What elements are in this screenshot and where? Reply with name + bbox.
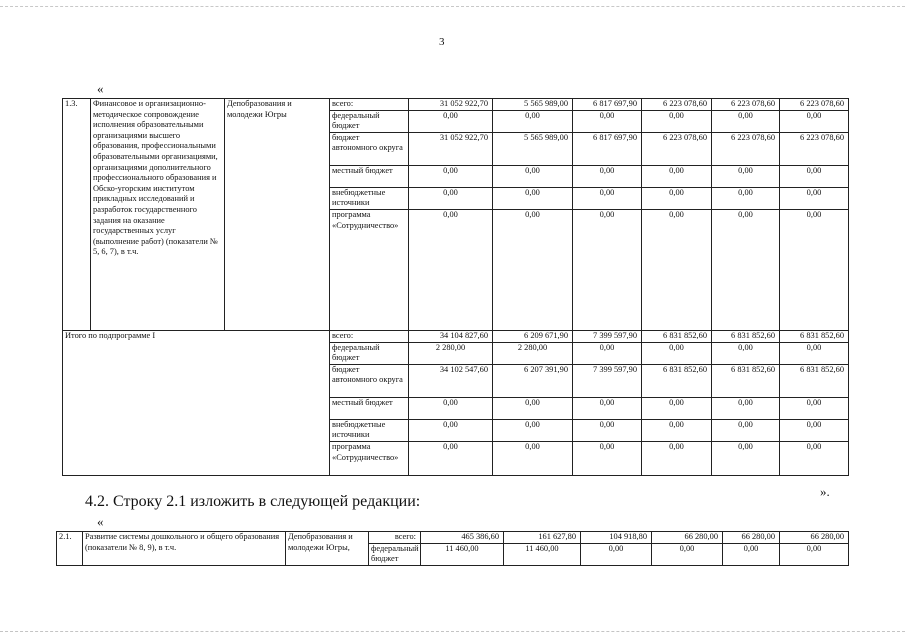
value-cell: 0,00 — [573, 209, 642, 330]
value-cell: 0,00 — [573, 441, 642, 475]
total-label: Итого по подпрограмме I — [63, 330, 330, 475]
value-cell: 0,00 — [573, 110, 642, 132]
value-cell: 0,00 — [712, 165, 780, 187]
value-cell: 6 817 697,90 — [573, 132, 642, 165]
value-cell: 0,00 — [780, 543, 849, 565]
value-cell: 0,00 — [642, 397, 712, 419]
value-cell: 0,00 — [712, 110, 780, 132]
executor: Депобразования и молодежи Югры — [225, 99, 330, 331]
value-cell: 0,00 — [493, 397, 573, 419]
value-cell: 0,00 — [409, 165, 493, 187]
value-cell: 0,00 — [642, 165, 712, 187]
value-cell: 0,00 — [723, 543, 780, 565]
value-cell: 34 102 547,60 — [409, 364, 493, 397]
value-cell: 5 565 989,00 — [493, 132, 573, 165]
value-cell: 0,00 — [712, 342, 780, 364]
value-cell: 0,00 — [493, 165, 573, 187]
value-cell: 0,00 — [712, 441, 780, 475]
funding-source: внебюджетные источники — [330, 187, 409, 209]
value-cell: 0,00 — [573, 165, 642, 187]
value-cell: 0,00 — [642, 187, 712, 209]
funding-source: программа «Сотрудничество» — [330, 209, 409, 330]
value-cell: 0,00 — [712, 187, 780, 209]
funding-source: федеральный бюджет — [330, 342, 409, 364]
value-cell: 0,00 — [712, 397, 780, 419]
value-cell: 7 399 597,90 — [573, 330, 642, 342]
value-cell: 0,00 — [652, 543, 723, 565]
value-cell: 34 104 827,60 — [409, 330, 493, 342]
row-number: 2.1. — [57, 532, 83, 566]
value-cell: 0,00 — [493, 110, 573, 132]
value-cell: 465 386,60 — [421, 532, 504, 544]
value-cell: 0,00 — [409, 397, 493, 419]
value-cell: 0,00 — [573, 419, 642, 441]
table-row — [63, 330, 849, 342]
value-cell: 6 209 671,90 — [493, 330, 573, 342]
value-cell: 6 223 078,60 — [780, 132, 849, 165]
funding-source: федеральный бюджет — [330, 110, 409, 132]
value-cell: 0,00 — [780, 441, 849, 475]
value-cell: 0,00 — [573, 397, 642, 419]
funding-source: местный бюджет — [330, 165, 409, 187]
value-cell: 6 817 697,90 — [573, 99, 642, 111]
value-cell: 0,00 — [780, 342, 849, 364]
value-cell: 6 831 852,60 — [780, 330, 849, 342]
funding-source: программа «Сотрудничество» — [330, 441, 409, 475]
value-cell: 6 207 391,90 — [493, 364, 573, 397]
value-cell: 0,00 — [780, 187, 849, 209]
row-number: 1.3. — [63, 99, 91, 331]
executor: Депобразования и молодежи Югры, — [286, 532, 369, 566]
funding-source: всего: — [369, 532, 421, 544]
value-cell: 0,00 — [409, 110, 493, 132]
funding-source: федеральный бюджет — [369, 543, 421, 565]
value-cell: 11 460,00 — [504, 543, 581, 565]
table-row — [57, 532, 849, 544]
value-cell: 161 627,80 — [504, 532, 581, 544]
scan-edge-top — [0, 6, 905, 8]
value-cell: 7 399 597,90 — [573, 364, 642, 397]
value-cell: 2 280,00 — [409, 342, 493, 364]
value-cell: 6 831 852,60 — [642, 330, 712, 342]
value-cell: 0,00 — [642, 342, 712, 364]
value-cell: 66 280,00 — [723, 532, 780, 544]
open-quote-bottom: « — [97, 514, 104, 529]
funding-source: всего: — [330, 99, 409, 111]
value-cell: 0,00 — [642, 419, 712, 441]
value-cell: 0,00 — [493, 441, 573, 475]
value-cell: 0,00 — [409, 187, 493, 209]
value-cell: 0,00 — [493, 209, 573, 330]
value-cell: 6 831 852,60 — [712, 364, 780, 397]
value-cell: 31 052 922,70 — [409, 99, 493, 111]
value-cell: 6 223 078,60 — [780, 99, 849, 111]
value-cell: 0,00 — [642, 209, 712, 330]
value-cell: 31 052 922,70 — [409, 132, 493, 165]
activity-name: Финансовое и организационно-методическое сопровождение исполнения образовательными организациями высшего образования, профессиональными образовательными организациями, организациями дополнительного профессионального образования и Обско-угорским институтом прикладных исследований и разработок государственного задания на оказание государственных услуг (выполнение работ) (показатели № 5, 6, 7), в т.ч. — [91, 99, 225, 331]
value-cell: 6 223 078,60 — [712, 99, 780, 111]
value-cell: 104 918,80 — [581, 532, 652, 544]
value-cell: 0,00 — [780, 397, 849, 419]
funding-source: внебюджетные источники — [330, 419, 409, 441]
table-row — [63, 99, 849, 111]
value-cell: 66 280,00 — [652, 532, 723, 544]
value-cell: 0,00 — [712, 419, 780, 441]
funding-source: бюджет автономного округа — [330, 364, 409, 397]
funding-source: всего: — [330, 330, 409, 342]
value-cell: 6 223 078,60 — [642, 99, 712, 111]
funding-source: бюджет автономного округа — [330, 132, 409, 165]
budget-table-row-2-1 — [56, 531, 849, 566]
close-quote: ». — [820, 484, 830, 499]
value-cell: 0,00 — [642, 441, 712, 475]
open-quote-top: « — [97, 81, 104, 96]
value-cell: 0,00 — [493, 187, 573, 209]
value-cell: 2 280,00 — [493, 342, 573, 364]
value-cell: 66 280,00 — [780, 532, 849, 544]
activity-name: Развитие системы дошкольного и общего образования (показатели № 8, 9), в т.ч. — [83, 532, 286, 566]
page-number: 3 — [439, 36, 445, 48]
value-cell: 0,00 — [780, 209, 849, 330]
value-cell: 6 831 852,60 — [780, 364, 849, 397]
value-cell: 5 565 989,00 — [493, 99, 573, 111]
value-cell: 0,00 — [409, 441, 493, 475]
scan-edge-bottom — [0, 631, 905, 633]
value-cell: 6 223 078,60 — [712, 132, 780, 165]
value-cell: 11 460,00 — [421, 543, 504, 565]
value-cell: 0,00 — [780, 419, 849, 441]
value-cell: 0,00 — [493, 419, 573, 441]
value-cell: 0,00 — [573, 342, 642, 364]
value-cell: 6 223 078,60 — [642, 132, 712, 165]
value-cell: 0,00 — [780, 110, 849, 132]
value-cell: 6 831 852,60 — [642, 364, 712, 397]
value-cell: 0,00 — [642, 110, 712, 132]
value-cell: 0,00 — [573, 187, 642, 209]
value-cell: 0,00 — [409, 419, 493, 441]
budget-table-subprogram-1 — [62, 98, 849, 476]
funding-source: местный бюджет — [330, 397, 409, 419]
value-cell: 0,00 — [712, 209, 780, 330]
section-heading: 4.2. Строку 2.1 изложить в следующей редакции: — [85, 493, 421, 510]
value-cell: 0,00 — [581, 543, 652, 565]
value-cell: 0,00 — [409, 209, 493, 330]
value-cell: 0,00 — [780, 165, 849, 187]
value-cell: 6 831 852,60 — [712, 330, 780, 342]
